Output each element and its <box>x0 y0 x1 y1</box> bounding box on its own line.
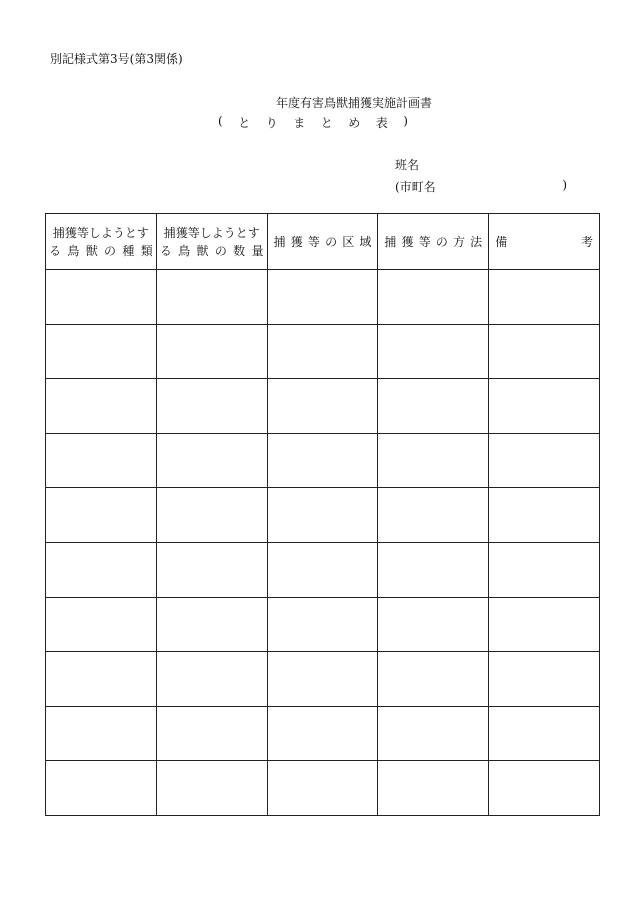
table-row <box>46 433 600 488</box>
header-char: 獲 <box>290 235 303 249</box>
cell-remarks[interactable] <box>489 706 600 761</box>
group-name-label: 班名 <box>395 158 420 172</box>
cell-remarks[interactable] <box>489 761 600 816</box>
header-char: の <box>435 235 448 249</box>
table-row <box>46 379 600 434</box>
subtitle-open-paren: ( <box>218 114 223 128</box>
table-row <box>46 652 600 707</box>
cell-area[interactable] <box>267 761 378 816</box>
cell-species[interactable] <box>46 706 157 761</box>
subtitle-char: ま <box>293 116 306 130</box>
cell-area[interactable] <box>267 597 378 652</box>
header-quantity-line1: 捕獲等しようとす <box>163 225 260 240</box>
cell-species[interactable] <box>46 761 157 816</box>
header-char: 域 <box>359 235 372 249</box>
header-char: 種 <box>122 243 135 258</box>
cell-area[interactable] <box>267 706 378 761</box>
cell-remarks[interactable] <box>489 379 600 434</box>
cell-method[interactable] <box>378 597 489 652</box>
cell-remarks[interactable] <box>489 324 600 379</box>
header-species-line1: 捕獲等しようとす <box>52 225 149 240</box>
cell-area[interactable] <box>267 542 378 597</box>
cell-area[interactable] <box>267 324 378 379</box>
cell-remarks[interactable] <box>489 270 600 325</box>
cell-species[interactable] <box>46 433 157 488</box>
cell-quantity[interactable] <box>156 433 267 488</box>
cell-area[interactable] <box>267 652 378 707</box>
document-subtitle <box>218 114 408 131</box>
table-row <box>46 270 600 325</box>
header-quantity <box>156 214 267 270</box>
table-row <box>46 706 600 761</box>
table-body <box>46 270 600 816</box>
cell-quantity[interactable] <box>156 379 267 434</box>
subtitle-char: と <box>320 116 333 130</box>
header-char: 備 <box>495 235 508 249</box>
subtitle-char: め <box>348 116 361 130</box>
cell-species[interactable] <box>46 270 157 325</box>
cell-area[interactable] <box>267 488 378 543</box>
header-char: の <box>104 243 117 258</box>
cell-quantity[interactable] <box>156 488 267 543</box>
header-species <box>46 214 157 270</box>
cell-method[interactable] <box>378 761 489 816</box>
cell-remarks[interactable] <box>489 652 600 707</box>
cell-area[interactable] <box>267 379 378 434</box>
cell-quantity[interactable] <box>156 652 267 707</box>
header-char: 等 <box>307 235 320 249</box>
header-char: 数 <box>233 243 246 258</box>
document-title: 年度有害鳥獣捕獲実施計画書 <box>276 96 433 110</box>
cell-method[interactable] <box>378 542 489 597</box>
header-char: 獲 <box>401 235 414 249</box>
cell-quantity[interactable] <box>156 761 267 816</box>
header-char: の <box>325 235 338 249</box>
header-char: 獣 <box>196 243 209 258</box>
cell-method[interactable] <box>378 433 489 488</box>
cell-species[interactable] <box>46 652 157 707</box>
header-char: の <box>214 243 227 258</box>
header-area <box>267 214 378 270</box>
header-method <box>378 214 489 270</box>
table-row <box>46 488 600 543</box>
cell-remarks[interactable] <box>489 433 600 488</box>
cell-species[interactable] <box>46 542 157 597</box>
subtitle-char: と <box>238 116 251 130</box>
cell-species[interactable] <box>46 324 157 379</box>
city-name-field <box>395 178 567 195</box>
cell-quantity[interactable] <box>156 597 267 652</box>
table-row <box>46 542 600 597</box>
city-name-label: (市町名 <box>395 180 436 194</box>
table-header-row <box>46 214 600 270</box>
header-char: 考 <box>580 235 593 249</box>
cell-remarks[interactable] <box>489 542 600 597</box>
subtitle-char: 表 <box>375 116 388 130</box>
table-row <box>46 324 600 379</box>
header-char: 鳥 <box>67 243 80 258</box>
header-char: 区 <box>342 235 355 249</box>
header-char: 獣 <box>85 243 98 258</box>
cell-method[interactable] <box>378 652 489 707</box>
header-char: 鳥 <box>178 243 191 258</box>
cell-method[interactable] <box>378 324 489 379</box>
header-char: 捕 <box>273 235 286 249</box>
table-row <box>46 761 600 816</box>
cell-species[interactable] <box>46 597 157 652</box>
header-species-line2 <box>49 242 153 260</box>
subtitle-char: り <box>265 116 278 130</box>
header-char: 量 <box>251 243 264 258</box>
header-char: 等 <box>418 235 431 249</box>
cell-method[interactable] <box>378 706 489 761</box>
cell-method[interactable] <box>378 379 489 434</box>
header-quantity-line2 <box>160 242 264 260</box>
cell-quantity[interactable] <box>156 542 267 597</box>
header-remarks <box>489 214 600 270</box>
table-row <box>46 597 600 652</box>
header-char: る <box>49 243 62 258</box>
cell-area[interactable] <box>267 433 378 488</box>
cell-species[interactable] <box>46 488 157 543</box>
cell-area[interactable] <box>267 270 378 325</box>
subtitle-close-paren: ) <box>403 114 408 128</box>
cell-quantity[interactable] <box>156 706 267 761</box>
header-char: 類 <box>140 243 153 258</box>
cell-quantity[interactable] <box>156 270 267 325</box>
form-number: 別記様式第3号(第3関係) <box>50 52 183 66</box>
header-char: 法 <box>470 235 483 249</box>
cell-species[interactable] <box>46 379 157 434</box>
cell-method[interactable] <box>378 488 489 543</box>
header-char: 方 <box>453 235 466 249</box>
cell-quantity[interactable] <box>156 324 267 379</box>
capture-plan-table <box>45 213 600 816</box>
city-name-close-paren: ) <box>562 178 567 192</box>
cell-remarks[interactable] <box>489 488 600 543</box>
cell-method[interactable] <box>378 270 489 325</box>
header-char: る <box>159 243 172 258</box>
header-char: 捕 <box>384 235 397 249</box>
cell-remarks[interactable] <box>489 597 600 652</box>
